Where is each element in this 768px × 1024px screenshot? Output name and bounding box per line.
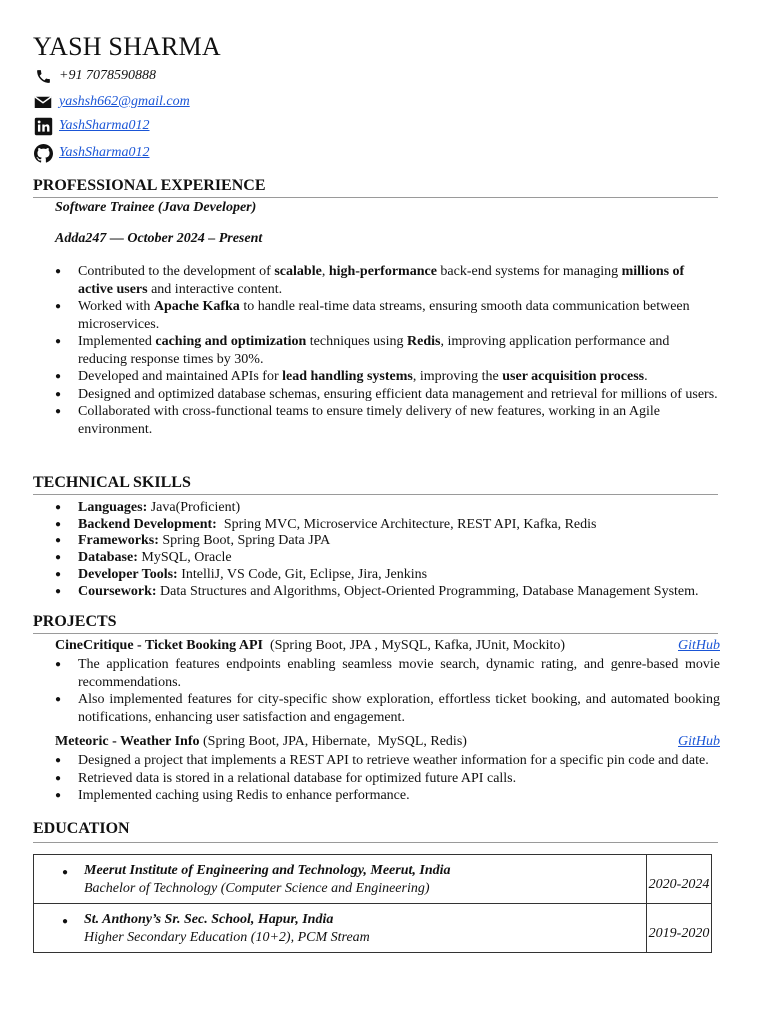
skill-item [55, 567, 715, 584]
contact-github [33, 142, 150, 164]
education-row [34, 855, 712, 904]
text: techniques using [306, 334, 407, 349]
text: Contributed to the development of [78, 264, 275, 279]
text: . [644, 369, 648, 384]
bold-text: caching and optimization [155, 334, 307, 349]
skill-value: Data Structures and Algorithms, Object-Oriented Programming, Database Management System. [156, 583, 699, 599]
skill-value: Java(Proficient) [147, 500, 241, 515]
project-title: Meteoric - Weather Info [55, 734, 200, 749]
experience-bullet [55, 333, 720, 368]
github-icon [33, 143, 53, 163]
skill-item [55, 533, 715, 550]
skill-value: IntelliJ, VS Code, Git, Eclipse, Jira, Jenkins [177, 566, 428, 582]
projects-heading: PROJECTS [33, 612, 718, 634]
text: , improving the [412, 369, 503, 384]
project-meteoric-header [55, 734, 720, 750]
bold-text: scalable [274, 264, 322, 279]
contact-phone [33, 65, 156, 87]
bold-text: high-performance [328, 264, 437, 279]
education-rule [33, 842, 718, 843]
education-heading: EDUCATION [33, 820, 130, 837]
project-cinecritique-bullets [55, 656, 720, 726]
text: , improving application performance and reducing response times by 30%. [78, 334, 670, 367]
degree: Bachelor of Technology (Computer Science and Engineering) [84, 880, 430, 896]
contact-email [33, 91, 190, 113]
text: , [321, 264, 329, 279]
skill-value: MySQL, Oracle [137, 550, 232, 566]
linkedin-link[interactable]: YashSharma012 [59, 118, 150, 133]
education-institution-cell [34, 855, 647, 904]
phone-icon [33, 66, 53, 86]
skill-value: Spring Boot, Spring Data JPA [158, 533, 331, 549]
text: Developed and maintained APIs for [78, 369, 283, 384]
bold-text: Apache Kafka [153, 299, 240, 314]
bold-text: lead handling systems [282, 369, 413, 384]
skills-heading: TECHNICAL SKILLS [33, 473, 718, 495]
education-row [34, 904, 712, 953]
experience-bullet [55, 403, 720, 438]
text: Designed and optimized database schemas, ensuring efficient data management and retrieval for millions of users. [78, 386, 718, 402]
experience-heading: PROFESSIONAL EXPERIENCE [33, 176, 718, 198]
skill-label: Languages: [78, 500, 148, 515]
education-institution-cell [34, 904, 647, 953]
project-meteoric-bullets [55, 752, 720, 805]
skill-label: Frameworks: [78, 533, 159, 549]
text: to handle real-time data streams, ensuring smooth data communication between microservices. [78, 299, 690, 332]
text: Worked with [78, 299, 154, 314]
bullet-dot: ● [62, 867, 69, 878]
project-tech: (Spring Boot, JPA , MySQL, Kafka, JUnit, Mockito) [262, 638, 566, 653]
institution-name: Meerut Institute of Engineering and Technology, Meerut, India [84, 863, 451, 878]
project-bullet: ● The application features endpoints enabling seamless movie search, dynamic rating, and genre-based movie recommendations. [55, 656, 720, 691]
degree: Higher Secondary Education (10+2), PCM Stream [84, 929, 370, 945]
experience-bullet [55, 386, 720, 404]
candidate-name: YASH SHARMA [33, 32, 221, 61]
education-years: 2019-2020 [647, 904, 712, 953]
skill-item [55, 500, 715, 517]
skill-label: Database: [78, 550, 138, 566]
experience-bullet-list [55, 263, 720, 438]
project-github-link[interactable]: GitHub [678, 734, 720, 749]
experience-company-dates: Adda247 — October 2024 – Present [55, 231, 263, 246]
project-bullet: ● Designed a project that implements a REST API to retrieve weather information for a specific pin code and date. [55, 752, 720, 770]
experience-bullet [55, 263, 720, 298]
skill-label: Developer Tools: [78, 566, 178, 582]
mail-icon [33, 92, 53, 112]
skill-label: Coursework: [78, 583, 157, 599]
project-tech: (Spring Boot, JPA, Hibernate, MySQL, Redis) [199, 734, 467, 749]
text: Implemented [78, 334, 156, 349]
text: Collaborated with cross-functional teams to ensure timely delivery of new features, working in an Agile environment. [78, 404, 661, 437]
text: back-end systems for managing [436, 264, 622, 279]
text: and interactive content. [147, 281, 283, 297]
bullet-dot: ● [62, 916, 69, 927]
contact-linkedin [33, 115, 150, 137]
project-bullet: ● Implemented caching using Redis to enhance performance. [55, 787, 720, 805]
project-bullet: ● Retrieved data is stored in a relational database for optimized future API calls. [55, 770, 720, 788]
education-table [33, 854, 712, 953]
project-cinecritique-header [55, 638, 720, 654]
project-bullet: ● Also implemented features for city-specific show exploration, effortless ticket booking, and automated booking notifications, enhancing user satisfaction and engagement. [55, 691, 720, 726]
experience-bullet [55, 298, 720, 333]
skill-item [55, 517, 715, 534]
bold-text: Redis [407, 334, 441, 349]
project-github-link[interactable]: GitHub [678, 638, 720, 653]
linkedin-icon [33, 116, 53, 136]
bold-text: user acquisition process [502, 369, 645, 384]
skill-item [55, 584, 715, 601]
skill-label: Backend Development: [78, 516, 217, 532]
experience-bullet [55, 368, 720, 386]
skills-list [55, 500, 715, 600]
bold-text: millions of active users [78, 264, 685, 297]
institution-name: St. Anthony’s Sr. Sec. School, Hapur, India [84, 912, 334, 927]
skill-item [55, 550, 715, 567]
education-years: 2020-2024 [647, 855, 712, 904]
email-link[interactable]: yashsh662@gmail.com [59, 94, 190, 109]
github-link[interactable]: YashSharma012 [59, 145, 150, 160]
phone-number: +91 7078590888 [59, 68, 156, 83]
skill-value: Spring MVC, Microservice Architecture, REST API, Kafka, Redis [216, 516, 597, 532]
experience-role: Software Trainee (Java Developer) [55, 200, 257, 215]
project-title: CineCritique - Ticket Booking API [55, 638, 263, 653]
